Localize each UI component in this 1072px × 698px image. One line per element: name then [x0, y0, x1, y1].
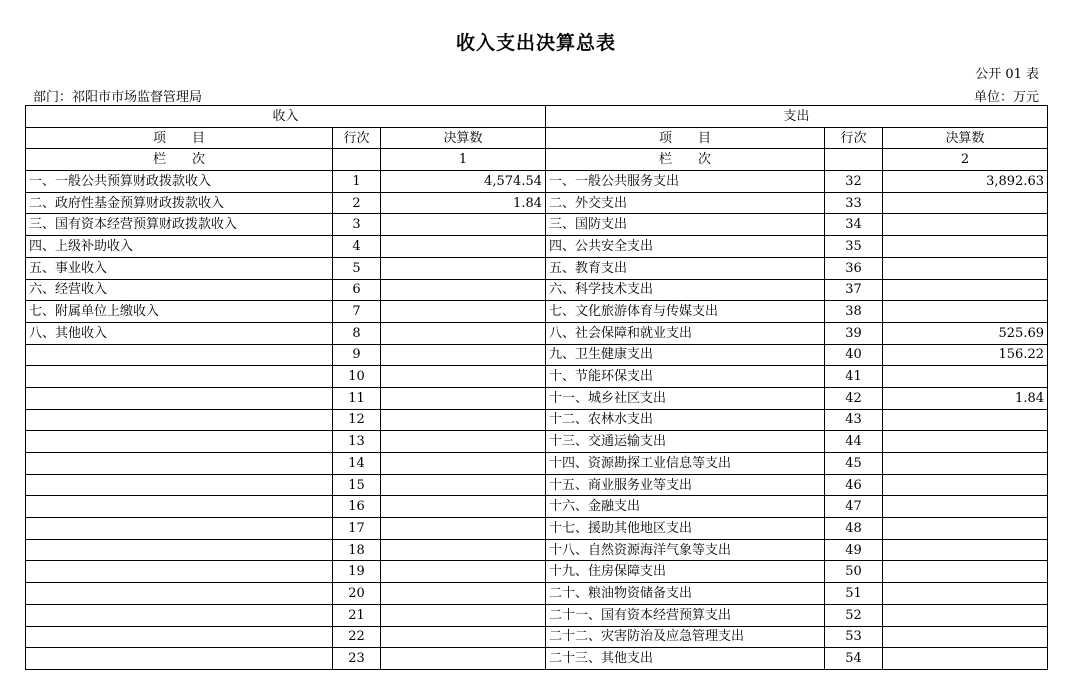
expense-rowno-cell: 43 [825, 409, 883, 431]
expense-rowno-cell: 39 [825, 322, 883, 344]
table-row [26, 453, 1048, 475]
expense-rowno-cell: 37 [825, 279, 883, 301]
table-row [26, 648, 1048, 670]
expense-rowno-cell: 32 [825, 171, 883, 193]
table-row [26, 539, 1048, 561]
column-header-row [26, 127, 1048, 149]
income-amount-cell [381, 583, 546, 605]
income-amount-cell [381, 344, 546, 366]
income-item-cell [26, 539, 333, 561]
expense-amount-cell [883, 236, 1048, 258]
expense-item-cell: 十九、住房保障支出 [546, 561, 825, 583]
income-item-cell [26, 344, 333, 366]
table-row [26, 257, 1048, 279]
income-item-cell [26, 648, 333, 670]
expense-item-cell: 三、国防支出 [546, 214, 825, 236]
expense-amount-cell [883, 626, 1048, 648]
expense-item-cell: 二、外交支出 [546, 192, 825, 214]
expense-rowno-cell: 52 [825, 604, 883, 626]
expense-amount-cell [883, 518, 1048, 540]
expense-rowno-cell: 54 [825, 648, 883, 670]
expense-rowno-cell: 50 [825, 561, 883, 583]
income-amount-cell [381, 496, 546, 518]
income-item-cell: 四、上级补助收入 [26, 236, 333, 258]
income-rowno-cell: 7 [333, 301, 381, 323]
income-section-header: 收入 [26, 106, 546, 128]
form-number: 公开 01 表 [975, 67, 1039, 82]
income-amount-cell [381, 518, 546, 540]
income-item-cell: 六、经营收入 [26, 279, 333, 301]
expense-rowno-cell: 40 [825, 344, 883, 366]
income-amount-cell [381, 214, 546, 236]
expense-rowno-cell: 33 [825, 192, 883, 214]
income-item-cell: 三、国有资本经营预算财政拨款收入 [26, 214, 333, 236]
budget-summary-table [25, 105, 1048, 670]
income-column-index: 1 [381, 149, 546, 171]
income-rowno-cell: 3 [333, 214, 381, 236]
expense-item-cell: 一、一般公共服务支出 [546, 171, 825, 193]
income-rowno-cell: 6 [333, 279, 381, 301]
expense-rowno-cell: 48 [825, 518, 883, 540]
expense-amount-cell [883, 604, 1048, 626]
income-amount-cell [381, 409, 546, 431]
expense-item-cell: 十八、自然资源海洋气象等支出 [546, 539, 825, 561]
income-rowno-cell: 11 [333, 387, 381, 409]
expense-rowno-cell: 35 [825, 236, 883, 258]
expense-amount-cell: 1.84 [883, 387, 1048, 409]
income-amount-cell [381, 604, 546, 626]
expense-item-cell: 四、公共安全支出 [546, 236, 825, 258]
income-amount-cell [381, 236, 546, 258]
income-item-cell [26, 561, 333, 583]
income-amount-cell [381, 561, 546, 583]
expense-rowno-cell: 49 [825, 539, 883, 561]
expense-item-cell: 二十、粮油物资储备支出 [546, 583, 825, 605]
income-rowno-cell: 21 [333, 604, 381, 626]
income-rowno-cell: 15 [333, 474, 381, 496]
table-row [26, 366, 1048, 388]
income-rowno-cell: 20 [333, 583, 381, 605]
income-item-cell [26, 604, 333, 626]
income-column-index-label: 栏 次 [26, 149, 333, 171]
income-item-cell [26, 474, 333, 496]
expense-rowno-cell: 51 [825, 583, 883, 605]
page-title: 收入支出决算总表 [455, 32, 616, 54]
income-amount-cell [381, 279, 546, 301]
expense-rowno-cell: 36 [825, 257, 883, 279]
expense-item-cell: 十七、援助其他地区支出 [546, 518, 825, 540]
table-row [26, 301, 1048, 323]
expense-item-cell: 七、文化旅游体育与传媒支出 [546, 301, 825, 323]
expense-amount-cell [883, 583, 1048, 605]
income-rowno-cell: 16 [333, 496, 381, 518]
expense-amount-cell [883, 214, 1048, 236]
income-rowno-cell: 5 [333, 257, 381, 279]
expense-amount-cell [883, 409, 1048, 431]
expense-amount-cell: 3,892.63 [883, 171, 1048, 193]
income-amount-cell [381, 648, 546, 670]
expense-rowno-cell: 47 [825, 496, 883, 518]
expense-column-index-label: 栏 次 [546, 149, 825, 171]
income-rowno-cell: 13 [333, 431, 381, 453]
expense-item-cell: 二十三、其他支出 [546, 648, 825, 670]
income-column-index-blank [333, 149, 381, 171]
expense-column-index-blank [825, 149, 883, 171]
expense-amount-cell [883, 561, 1048, 583]
unit-label: 单位：万元 [973, 90, 1039, 105]
expense-amount-cell [883, 496, 1048, 518]
expense-amount-cell: 525.69 [883, 322, 1048, 344]
income-item-header: 项 目 [26, 127, 333, 149]
table-row [26, 604, 1048, 626]
table-row [26, 583, 1048, 605]
expense-rowno-cell: 34 [825, 214, 883, 236]
income-item-cell: 八、其他收入 [26, 322, 333, 344]
table-row [26, 431, 1048, 453]
expense-amount-cell [883, 453, 1048, 475]
income-item-cell [26, 453, 333, 475]
expense-amount-cell [883, 301, 1048, 323]
expense-rowno-cell: 42 [825, 387, 883, 409]
expense-item-cell: 十六、金融支出 [546, 496, 825, 518]
income-amount-cell [381, 431, 546, 453]
income-item-cell [26, 409, 333, 431]
expense-amount-header: 决算数 [883, 127, 1048, 149]
expense-amount-cell [883, 474, 1048, 496]
expense-column-index: 2 [883, 149, 1048, 171]
expense-rowno-cell: 44 [825, 431, 883, 453]
income-rowno-cell: 4 [333, 236, 381, 258]
expense-item-cell: 十四、资源勘探工业信息等支出 [546, 453, 825, 475]
income-amount-cell [381, 453, 546, 475]
table-row [26, 474, 1048, 496]
table-row [26, 192, 1048, 214]
income-item-cell [26, 626, 333, 648]
expense-amount-cell: 156.22 [883, 344, 1048, 366]
expense-item-cell: 九、卫生健康支出 [546, 344, 825, 366]
expense-item-cell: 八、社会保障和就业支出 [546, 322, 825, 344]
expense-item-cell: 十五、商业服务业等支出 [546, 474, 825, 496]
column-index-row [26, 149, 1048, 171]
expense-amount-cell [883, 648, 1048, 670]
expense-section-header: 支出 [546, 106, 1048, 128]
table-row [26, 214, 1048, 236]
expense-item-cell: 十、节能环保支出 [546, 366, 825, 388]
income-item-cell [26, 431, 333, 453]
table-row [26, 626, 1048, 648]
table-row [26, 387, 1048, 409]
expense-item-header: 项 目 [546, 127, 825, 149]
expense-rowno-cell: 46 [825, 474, 883, 496]
income-rowno-cell: 22 [333, 626, 381, 648]
section-header-row [26, 106, 1048, 128]
income-item-cell [26, 496, 333, 518]
expense-item-cell: 六、科学技术支出 [546, 279, 825, 301]
expense-item-cell: 二十二、灾害防治及应急管理支出 [546, 626, 825, 648]
expense-rowno-header: 行次 [825, 127, 883, 149]
income-amount-cell [381, 539, 546, 561]
table-row [26, 496, 1048, 518]
income-item-cell: 二、政府性基金预算财政拨款收入 [26, 192, 333, 214]
income-rowno-cell: 2 [333, 192, 381, 214]
table-row [26, 236, 1048, 258]
income-rowno-cell: 1 [333, 171, 381, 193]
income-rowno-header: 行次 [333, 127, 381, 149]
income-rowno-cell: 12 [333, 409, 381, 431]
income-amount-cell [381, 366, 546, 388]
expense-item-cell: 五、教育支出 [546, 257, 825, 279]
table-row [26, 322, 1048, 344]
expense-item-cell: 二十一、国有资本经营预算支出 [546, 604, 825, 626]
expense-item-cell: 十三、交通运输支出 [546, 431, 825, 453]
income-item-cell [26, 518, 333, 540]
income-rowno-cell: 18 [333, 539, 381, 561]
table-row [26, 518, 1048, 540]
income-amount-cell [381, 474, 546, 496]
income-item-cell [26, 583, 333, 605]
department-label: 部门：祁阳市市场监督管理局 [33, 90, 203, 105]
income-rowno-cell: 14 [333, 453, 381, 475]
income-item-cell [26, 366, 333, 388]
expense-rowno-cell: 45 [825, 453, 883, 475]
income-amount-cell: 4,574.54 [381, 171, 546, 193]
income-rowno-cell: 10 [333, 366, 381, 388]
income-rowno-cell: 8 [333, 322, 381, 344]
income-amount-cell [381, 301, 546, 323]
expense-item-cell: 十二、农林水支出 [546, 409, 825, 431]
income-item-cell [26, 387, 333, 409]
expense-rowno-cell: 38 [825, 301, 883, 323]
expense-rowno-cell: 53 [825, 626, 883, 648]
income-amount-cell: 1.84 [381, 192, 546, 214]
table-row [26, 409, 1048, 431]
income-amount-cell [381, 387, 546, 409]
expense-amount-cell [883, 257, 1048, 279]
table-row [26, 344, 1048, 366]
income-rowno-cell: 9 [333, 344, 381, 366]
income-rowno-cell: 23 [333, 648, 381, 670]
income-amount-cell [381, 626, 546, 648]
income-item-cell: 五、事业收入 [26, 257, 333, 279]
income-amount-cell [381, 257, 546, 279]
expense-amount-cell [883, 431, 1048, 453]
expense-amount-cell [883, 366, 1048, 388]
expense-amount-cell [883, 192, 1048, 214]
income-amount-cell [381, 322, 546, 344]
table-row [26, 561, 1048, 583]
income-item-cell: 一、一般公共预算财政拨款收入 [26, 171, 333, 193]
expense-rowno-cell: 41 [825, 366, 883, 388]
income-rowno-cell: 17 [333, 518, 381, 540]
expense-item-cell: 十一、城乡社区支出 [546, 387, 825, 409]
expense-amount-cell [883, 539, 1048, 561]
table-row [26, 171, 1048, 193]
income-rowno-cell: 19 [333, 561, 381, 583]
income-amount-header: 决算数 [381, 127, 546, 149]
income-item-cell: 七、附属单位上缴收入 [26, 301, 333, 323]
table-row [26, 279, 1048, 301]
expense-amount-cell [883, 279, 1048, 301]
